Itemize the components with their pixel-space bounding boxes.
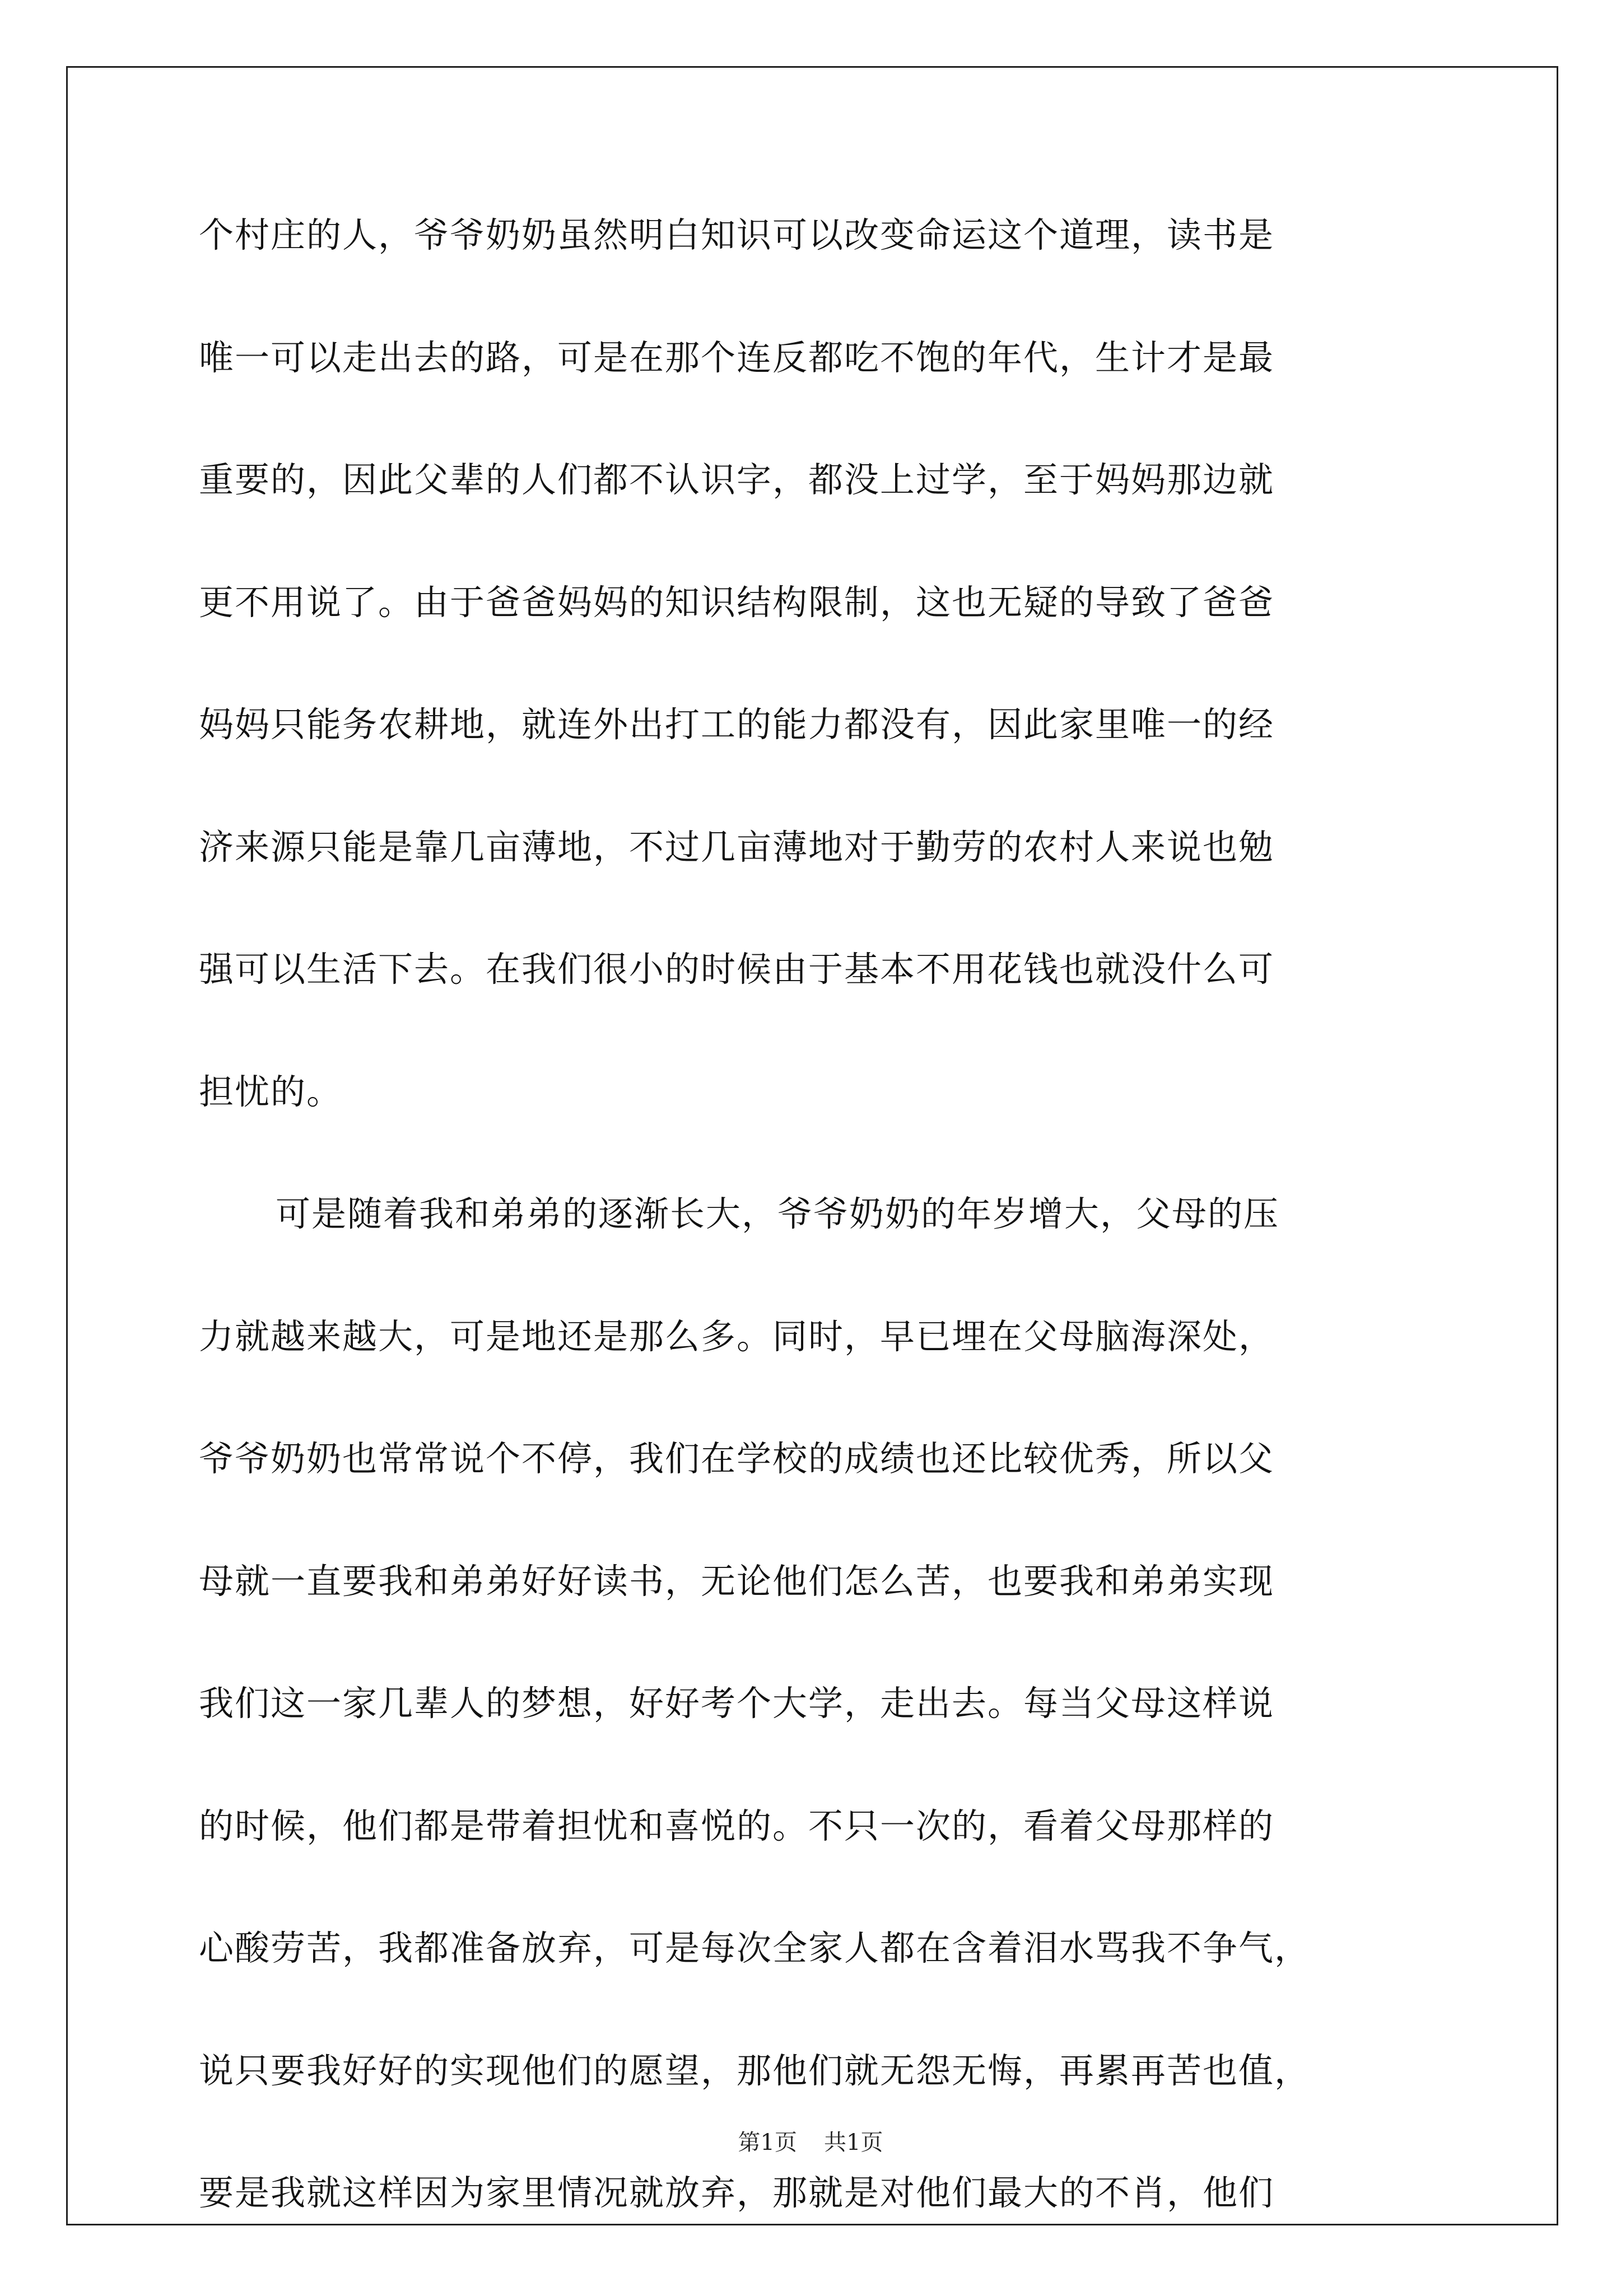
text-line: 要是我就这样因为家里情况就放弃，那就是对他们最大的不肖，他们 (199, 2172, 1275, 2213)
text-line: 心酸劳苦，我都准备放弃，可是每次全家人都在含着泪水骂我不争气， (199, 1928, 1311, 1968)
text-line: 我们这一家几辈人的梦想，好好考个大学，走出去。每当父母这样说 (199, 1683, 1275, 1724)
text-line: 担忧的。 (199, 1071, 343, 1112)
page-total: 共1页 (824, 2130, 883, 2155)
text-line: 重要的，因此父辈的人们都不认识字，都没上过学，至于妈妈那边就 (199, 459, 1275, 500)
page-footer (0, 2125, 1621, 2157)
paragraph-start-line: 可是随着我和弟弟的逐渐长大，爷爷奶奶的年岁增大，父母的压 (276, 1193, 1280, 1234)
text-line: 妈妈只能务农耕地，就连外出打工的能力都没有，因此家里唯一的经 (199, 704, 1275, 745)
text-line: 母就一直要我和弟弟好好读书，无论他们怎么苦，也要我和弟弟实现 (199, 1560, 1275, 1602)
text-line: 爷爷奶奶也常常说个不停，我们在学校的成绩也还比较优秀，所以父 (199, 1438, 1275, 1479)
text-line: 济来源只能是靠几亩薄地，不过几亩薄地对于勤劳的农村人来说也勉 (199, 826, 1275, 867)
text-line: 的时候，他们都是带着担忧和喜悦的。不只一次的，看着父母那样的 (199, 1805, 1275, 1846)
text-line: 说只要我好好的实现他们的愿望，那他们就无怨无悔，再累再苦也值， (199, 2050, 1311, 2091)
text-line: 力就越来越大，可是地还是那么多。同时，早已埋在父母脑海深处， (199, 1315, 1275, 1357)
body-text (199, 216, 1442, 2296)
text-line: 个村庄的人，爷爷奶奶虽然明白知识可以改变命运这个道理，读书是 (199, 214, 1275, 255)
text-line: 更不用说了。由于爸爸妈妈的知识结构限制，这也无疑的导致了爸爸 (199, 581, 1275, 623)
text-line: 唯一可以走出去的路，可是在那个连反都吃不饱的年代，生计才是最 (199, 337, 1275, 378)
text-line: 强可以生活下去。在我们很小的时候由于基本不用花钱也就没什么可 (199, 949, 1275, 990)
page-number: 第1页 (738, 2130, 797, 2155)
